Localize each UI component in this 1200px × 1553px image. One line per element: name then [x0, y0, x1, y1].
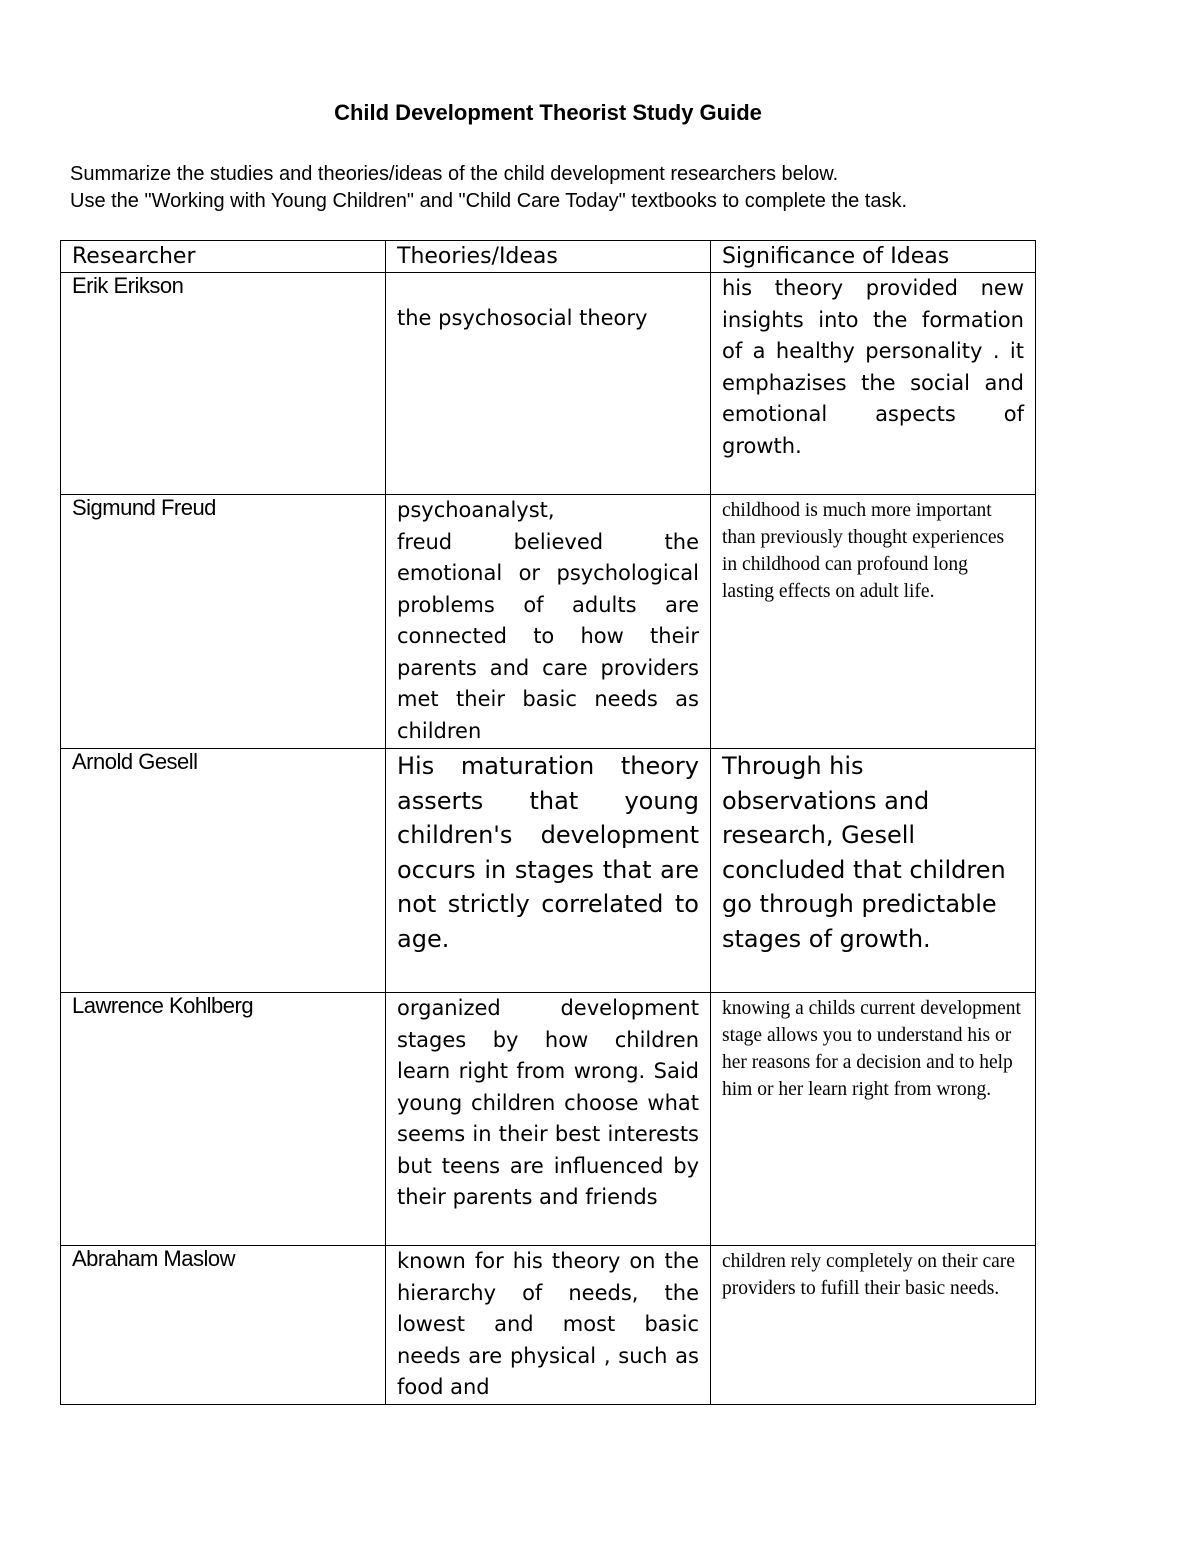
theories-text-line1: psychoanalyst,	[397, 498, 555, 522]
significance-text: his theory provided new insights into the formation of a healthy personality . it emphazises the social and emotional aspects of growth.	[722, 276, 1024, 458]
table-row	[61, 273, 1036, 495]
theories-cell	[386, 993, 711, 1246]
researcher-cell: Sigmund Freud	[61, 495, 386, 749]
instructions	[70, 161, 1030, 215]
table-row	[61, 1246, 1036, 1405]
header-researcher: Researcher	[61, 241, 386, 273]
theorist-table	[60, 240, 1036, 1405]
table-row	[61, 993, 1036, 1246]
researcher-cell: Abraham Maslow	[61, 1246, 386, 1405]
table-header-row	[61, 241, 1036, 273]
theories-text: known for his theory on the hierarchy of needs, the lowest and most basic needs are physical , such as food and	[397, 1249, 699, 1399]
theories-cell	[386, 273, 711, 495]
researcher-cell: Arnold Gesell	[61, 749, 386, 993]
theories-cell	[386, 1246, 711, 1405]
theories-text: His maturation theory asserts that young children's development occurs in stages that are not strictly correlated to age.	[397, 752, 699, 953]
table-row	[61, 749, 1036, 993]
researcher-cell: Lawrence Kohlberg	[61, 993, 386, 1246]
theories-text: the psychosocial theory	[397, 306, 648, 330]
theories-text: organized development stages by how children learn right from wrong. Said young children choose what seems in their best interests but teens are influenced by their parents and friends	[397, 996, 699, 1209]
significance-text: knowing a childs current development stage allows you to understand his or her reasons for a decision and to help him or her learn right from wrong.	[722, 998, 1021, 1100]
significance-cell	[711, 495, 1036, 749]
significance-cell	[711, 1246, 1036, 1405]
researcher-cell: Erik Erikson	[61, 273, 386, 495]
theories-cell	[386, 749, 711, 993]
theories-text: freud believed the emotional or psychological problems of adults are connected to how their parents and care providers met their basic needs as children	[397, 529, 699, 743]
header-theories: Theories/Ideas	[386, 241, 711, 273]
significance-cell	[711, 749, 1036, 993]
table-row	[61, 495, 1036, 749]
instructions-line-2: Use the "Working with Young Children" and "Child Care Today" textbooks to complete the task.	[70, 190, 908, 212]
significance-cell	[711, 273, 1036, 495]
significance-cell	[711, 993, 1036, 1246]
significance-text: Through his observations and research, Gesell concluded that children go through predictable stages of growth.	[722, 752, 1006, 953]
instructions-line-1: Summarize the studies and theories/ideas of the child development researchers below.	[70, 163, 839, 185]
significance-text: children rely completely on their care providers to fufill their basic needs.	[722, 1251, 1015, 1299]
theories-cell	[386, 495, 711, 749]
page-title: Child Development Theorist Study Guide	[334, 100, 762, 125]
significance-text: childhood is much more important than previously thought experiences in childhood can profound long lasting effects on adult life.	[722, 500, 1005, 602]
header-significance: Significance of Ideas	[711, 241, 1036, 273]
